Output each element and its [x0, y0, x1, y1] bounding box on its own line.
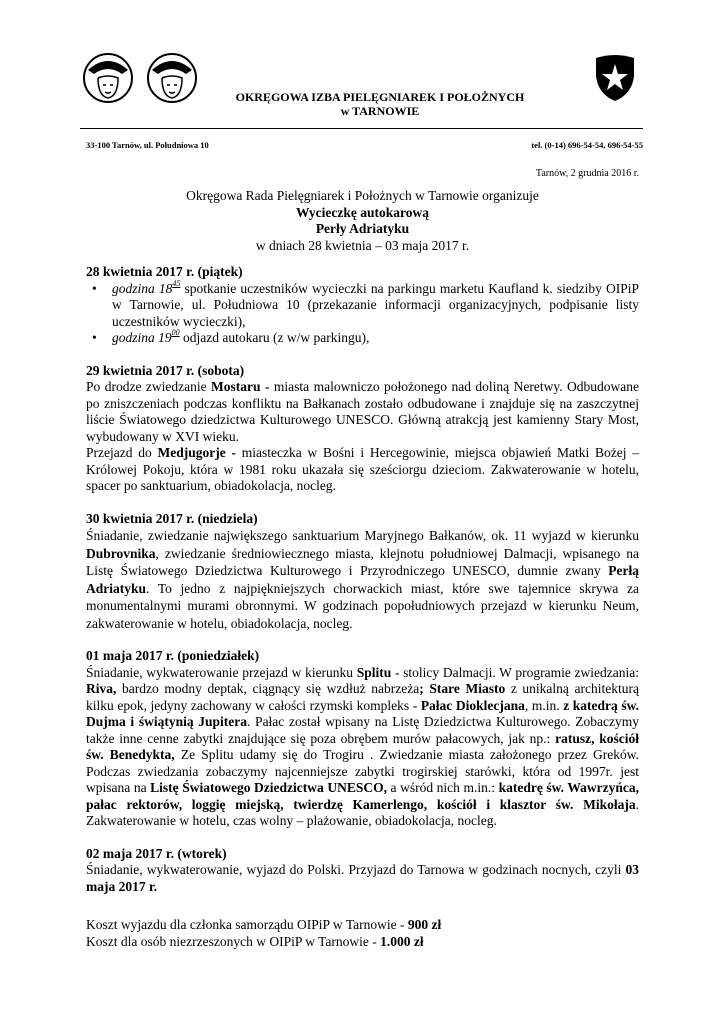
day-section-5: [86, 846, 639, 896]
trip-title: Wycieczkę autokarową: [295, 204, 430, 220]
list-item: • godzina $19^{00}$ odjazd autokaru (z w/w parkingu),: [92, 328, 370, 345]
member-cost: Koszt wyjazdu dla członka samorządu OIPiP w Tarnowie - 900 zł: [86, 917, 442, 932]
time-label: godzina $18^{45}$: [112, 278, 181, 296]
document-date: Tarnów, 2 grudnia 2016 r.: [535, 168, 639, 179]
list-item: • godzina $18^{45}$ spotkanie uczestników wycieczki na parkingu marketu Kaufland k. siedziby OIPiP w Tarnowie, ul. Południowa 10 (przekazanie informacji organizacyjnych, podpisanie listy uczestników wycieczki),: [92, 278, 639, 329]
paragraph: Przejazd do Medjugorje - miasteczka w Bośni i Hercegowinie, miejsca objawień Matki Bożej – Królowej Pokoju, która w 1981 roku ukazała się sześciorgu dzieciom. Zakwaterowanie w hotelu, spacer po sanktuarium, obiadokolacja, nocleg.: [86, 445, 639, 493]
nonmember-cost: Koszt dla osób niezrzeszonych w OIPiP w Tarnowie - 1.000 zł: [86, 933, 424, 949]
day-heading: 02 maja 2017 r. (wtorek): [86, 845, 227, 861]
bullet-icon: •: [92, 330, 97, 345]
star-shield-emblem-icon: [594, 54, 636, 102]
bullet-icon: •: [92, 280, 97, 296]
phone: tel. (0-14) 696-54-54, 696-54-55: [531, 140, 643, 150]
trip-name: Perły Adriatyku: [315, 221, 410, 236]
costs-block: [86, 917, 639, 950]
paragraph: Po drodze zwiedzanie Mostaru - miasta malowniczo położonego nad doliną Neretwy. Odbudowane po zniszczeniach podczas konfliktu na Bałkanach zostało odbudowane i znajduje się na zaszczytnej liście Światowego dziedzictwa Kulturowego UNESCO. Główną atrakcją jest kamienny Stary Most, wybudowany w XVI wieku.: [86, 379, 639, 444]
address: 33-100 Tarnów, ul. Południowa 10: [86, 140, 209, 150]
day-heading: 01 maja 2017 r. (poniedziałek): [86, 648, 260, 663]
day-section-1: [86, 264, 639, 347]
nurses-logo-icon: [82, 52, 202, 104]
organization-name-line2: w TARNOWIE: [340, 104, 420, 118]
intro-block: [86, 188, 639, 254]
organization-name: [190, 90, 570, 118]
day-heading: 28 kwietnia 2017 r. (piątek): [86, 264, 243, 279]
day-heading: 29 kwietnia 2017 r. (sobota): [86, 362, 245, 378]
time-label: godzina $19^{00}$: [112, 328, 180, 345]
day-section-4: [86, 648, 639, 830]
paragraph: Śniadanie, zwiedzanie największego sanktuarium Maryjnego Bałkanów, ok. 11 wyjazd w kierunku Dubrovnika, zwiedzanie średniowiecznego miasta, klejnotu południowej Dalmacji, wpisanego na Listę Światowego Dziedzictwa Kulturowego i Przyrodniczego UNESCO, dumnie zwany Perłą Adriatyku. To jedno z najpiękniejszych chorwackich miast, które swe tajemnice skrywa za monumentalnymi murami obronnymi. W godzinach popołudniowych przejazd w kierunku Neum, zakwaterowanie w hotelu, obiadokolacja, nocleg.: [86, 528, 639, 631]
intro-line: Okręgowa Rada Pielęgniarek i Położnych w Tarnowie organizuje: [186, 188, 539, 203]
paragraph: Śniadanie, wykwaterowanie, wyjazd do Polski. Przyjazd do Tarnowa w godzinach nocnych, czyli 03 maja 2017 r.: [86, 862, 639, 894]
day-section-2: [86, 363, 639, 495]
trip-dates: w dniach 28 kwietnia – 03 maja 2017 r.: [255, 237, 470, 253]
organization-name-line1: OKRĘGOWA IZBA PIELĘGNIAREK I POŁOŻNYCH: [235, 90, 525, 104]
day-heading: 30 kwietnia 2017 r. (niedziela): [86, 510, 258, 526]
itinerary: [86, 264, 639, 950]
paragraph: Śniadanie, wykwaterowanie przejazd w kierunku Splitu - stolicy Dalmacji. W programie zwiedzania: Riva, bardzo modny deptak, ciągnący się wzdłuż nabrzeża; Stare Miasto z unikalną architekturą kilku epok, jedyny zachowany w całości rzymski kompleks - Pałac Dioklecjana, m.in. z katedrą św. Dujma i świątynią Jupitera. Pałac został wpisany na Listę Dziedzictwa Kulturowego. Zobaczymy także inne cenne zabytki znajdujące się poza obrębem murów pałacowych, jak np.: ratusz, kościół św. Benedykta, Ze Splitu udamy się do Trogiru . Zwiedzanie miasta założonego przez Greków. Podczas zwiedzania zobaczymy najcenniejsze zabytki trogirskiej starówki, która od 1997r. jest wpisana na Listę Światowego Dziedzictwa UNESCO, a wśród nich m.in.: katedrę św. Wawrzyńca, pałac rektorów, loggię miejską, twierdzę Kamerlengo, kościół i klasztor św. Mikołaja. Zakwaterowanie w hotelu, czas wolny – plażowanie, obiadokolacja, nocleg.: [86, 664, 640, 828]
header-divider: [80, 128, 643, 129]
day-section-3: [86, 511, 639, 633]
schedule-list: [86, 278, 639, 347]
